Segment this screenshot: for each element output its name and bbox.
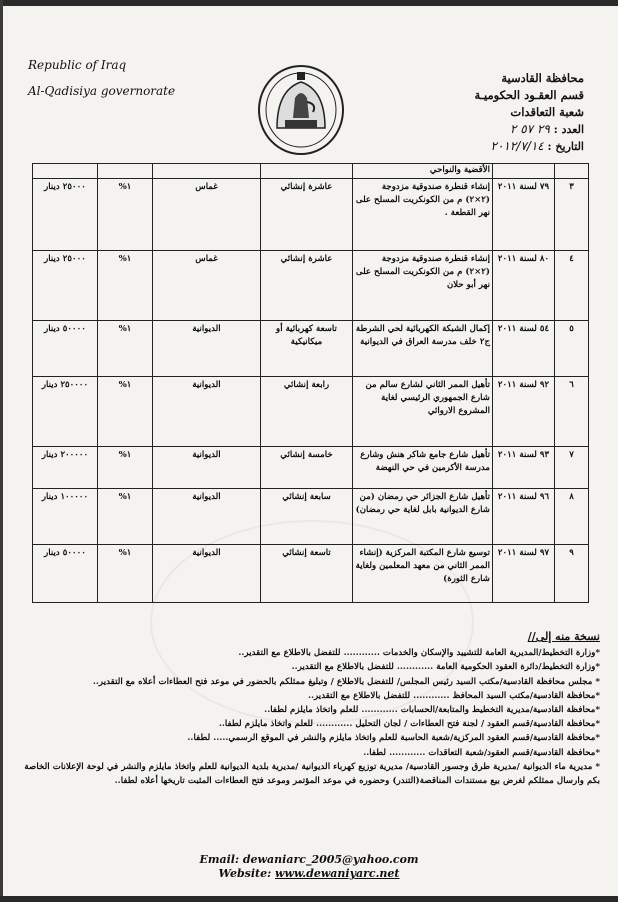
document-fee: ٢٥٠٠٠٠ دينار bbox=[33, 377, 98, 447]
contractor-grade: رابعة إنشائي bbox=[261, 377, 353, 447]
row-number: ٤ bbox=[555, 251, 589, 321]
insurance-percent: ١% bbox=[98, 545, 153, 603]
distribution-line: *محافظة القادسية/مكتب السيد المحافظ ............ للتفضل بالاطلاع مع التقدير.. bbox=[307, 690, 600, 701]
table-row bbox=[33, 545, 589, 603]
date-label: التاريخ : bbox=[547, 140, 584, 153]
table-row-continuation bbox=[33, 164, 589, 179]
distribution-line: *محافظة القادسية/قسم العقود المركزية/شعبة الحاسبة للعلم واتخاذ مايلزم والنشر في الموقع الرسمي..... لطفا.. bbox=[187, 733, 600, 744]
website-label: Website: bbox=[218, 867, 272, 880]
footer-email bbox=[0, 853, 618, 867]
scan-edge-left bbox=[0, 0, 3, 902]
contractor-grade: عاشرة إنشائي bbox=[261, 179, 353, 251]
footer bbox=[0, 853, 618, 881]
distribution-title: نسخة منه إلى// bbox=[527, 630, 600, 643]
contractor-grade: تاسعة كهربائية أو ميكانيكية bbox=[261, 321, 353, 377]
project-desc: إكمال الشبكة الكهربائية لحي الشرطة ج٢ خلف مدرسة العراق في الديوانية bbox=[353, 321, 493, 377]
document-fee: ٢٥٠٠٠ دينار bbox=[33, 179, 98, 251]
row-number: ٨ bbox=[555, 489, 589, 545]
tenders-table bbox=[32, 163, 589, 603]
contractor-grade: عاشرة إنشائي bbox=[261, 251, 353, 321]
header-left bbox=[28, 52, 175, 104]
distribution-line: *محافظة القادسية/قسم العقود/شعبة التعاقدات ............ لطفا.. bbox=[363, 747, 600, 758]
row-number: ٩ bbox=[555, 545, 589, 603]
row-number: ٧ bbox=[555, 447, 589, 489]
table-row bbox=[33, 179, 589, 251]
location: الديوانية bbox=[153, 545, 261, 603]
row-number: ٣ bbox=[555, 179, 589, 251]
contractor-grade: تاسعة إنشائي bbox=[261, 545, 353, 603]
location: الديوانية bbox=[153, 377, 261, 447]
scan-edge-top bbox=[0, 0, 618, 6]
row-number: ٥ bbox=[555, 321, 589, 377]
document-fee: ٢٥٠٠٠ دينار bbox=[33, 251, 98, 321]
distribution-line: *محافظة القادسية/مديرية التخطيط والمتابعة/الحسابات ............ للعلم واتخاذ مايلزم لطفا.. bbox=[264, 705, 600, 716]
section-name: شعبة التعاقدات bbox=[510, 105, 584, 119]
location: الديوانية bbox=[153, 489, 261, 545]
distribution-line: * مجلس محافظة القادسية/مكتب السيد رئيس المجلس/ للتفضل بالاطلاع / وتبليغ ممثلكم بالحضور في موعد فتح العطاءات أعلاه مع التقدير.. bbox=[92, 676, 600, 687]
budget-ref: ٨٠ لسنة ٢٠١١ bbox=[493, 251, 555, 321]
project-desc: تأهيل شارع جامع شاكر هنش وشارع مدرسة الأكرمين في حي النهضة bbox=[353, 447, 493, 489]
date-value: ٢٠١٢/٧/١٤ bbox=[490, 139, 544, 153]
document-fee: ٥٠٠٠٠ دينار bbox=[33, 545, 98, 603]
insurance-percent: ١% bbox=[98, 377, 153, 447]
document-fee: ١٠٠٠٠٠ دينار bbox=[33, 489, 98, 545]
header-right bbox=[384, 70, 584, 155]
country-line: Republic of Iraq bbox=[28, 58, 127, 72]
table-row bbox=[33, 377, 589, 447]
email-link[interactable]: dewaniarc_2005@yahoo.com bbox=[242, 853, 419, 866]
distribution-line: * مديرية ماء الديوانية /مديرية طرق وجسور القادسية/ مديرية توزيع كهرباء الديوانية /مديرية بلدية الديوانية للعلم واتخاذ مايلزم والنشر في لوحة الإعلانات الخاصة بكم وارسال ممثلكم لغرض بيع مستندات المناقصة(التندر) وحضوره في موعد المؤتمر وموعد فتح العطاءات المثبت تاريخها أعلاه لطفا.. bbox=[24, 761, 600, 787]
budget-ref: ٧٩ لسنة ٢٠١١ bbox=[493, 179, 555, 251]
distribution-line: *وزارة التخطيط/المديرية العامة للتشييد والإسكان والخدمات ............ للتفضل بالاطلاع مع التقدير.. bbox=[238, 648, 600, 659]
table-row bbox=[33, 447, 589, 489]
scan-edge-bottom bbox=[0, 896, 618, 902]
governorate-name: محافظة القادسية bbox=[501, 71, 584, 85]
distribution-line: *وزارة التخطيط/دائرة العقود الحكومية العامة ............ للتفضل بالاطلاع مع التقدير.. bbox=[291, 662, 600, 673]
project-desc: تأهيل شارع الجزائر حي رمضان (من شارع الديوانية بابل لغاية حي رمضان) bbox=[353, 489, 493, 545]
location: الديوانية bbox=[153, 447, 261, 489]
budget-ref: ٩٢ لسنة ٢٠١١ bbox=[493, 377, 555, 447]
insurance-percent: ١% bbox=[98, 447, 153, 489]
email-label: Email: bbox=[199, 853, 240, 866]
insurance-percent: ١% bbox=[98, 179, 153, 251]
project-desc: إنشاء قنطرة صندوقية مزدوجة (٢×٢) م من الكونكريت المسلح على نهر أبو حلان bbox=[353, 251, 493, 321]
project-desc: إنشاء قنطرة صندوقية مزدوجة (٢×٢) م من الكونكريت المسلح على نهر القطعة . bbox=[353, 179, 493, 251]
table-row bbox=[33, 251, 589, 321]
website-link[interactable]: www.dewaniyarc.net bbox=[275, 867, 400, 880]
footer-website bbox=[0, 867, 618, 881]
distribution-line: *محافظة القادسية/قسم العقود / لجنة فتح العطاءات / لجان التحليل ............ للعلم واتخاذ مايلزم لطفا.. bbox=[218, 719, 600, 730]
document-fee: ٢٠٠٠٠٠ دينار bbox=[33, 447, 98, 489]
contractor-grade: سابعة إنشائي bbox=[261, 489, 353, 545]
project-desc: تأهيل الممر الثاني لشارع سالم من شارع الجمهوري الرئيسي لغاية المشروع الاروائي bbox=[353, 377, 493, 447]
budget-ref: ٩٣ لسنة ٢٠١١ bbox=[493, 447, 555, 489]
budget-ref: ٩٧ لسنة ٢٠١١ bbox=[493, 545, 555, 603]
reference-date bbox=[384, 138, 584, 155]
insurance-percent: ١% bbox=[98, 321, 153, 377]
insurance-percent: ١% bbox=[98, 251, 153, 321]
contractor-grade: خامسة إنشائي bbox=[261, 447, 353, 489]
budget-ref: ٩٦ لسنة ٢٠١١ bbox=[493, 489, 555, 545]
location: غماس bbox=[153, 179, 261, 251]
governorate-line: Al-Qadisiya governorate bbox=[28, 84, 176, 98]
table-row bbox=[33, 489, 589, 545]
budget-ref: ٥٤ لسنة ٢٠١١ bbox=[493, 321, 555, 377]
governorate-seal-icon bbox=[255, 58, 347, 158]
document-fee: ٥٠٠٠٠ دينار bbox=[33, 321, 98, 377]
row-number: ٦ bbox=[555, 377, 589, 447]
department-name: قسم العقـود الحكوميـة bbox=[474, 88, 584, 102]
project-desc: توسيع شارع المكتبة المركزية (إنشاء الممر الثاني من معهد المعلمين ولغاية شارع الثورة) bbox=[353, 545, 493, 603]
distribution-list bbox=[22, 630, 600, 788]
insurance-percent: ١% bbox=[98, 489, 153, 545]
reference-number bbox=[384, 121, 584, 138]
location: غماس bbox=[153, 251, 261, 321]
location: الديوانية bbox=[153, 321, 261, 377]
number-value: ٢٩ ٥٧ ٢ bbox=[509, 122, 550, 136]
continuation-text: الأقضية والنواحي bbox=[353, 164, 493, 179]
number-label: العدد : bbox=[553, 123, 584, 136]
table-row bbox=[33, 321, 589, 377]
